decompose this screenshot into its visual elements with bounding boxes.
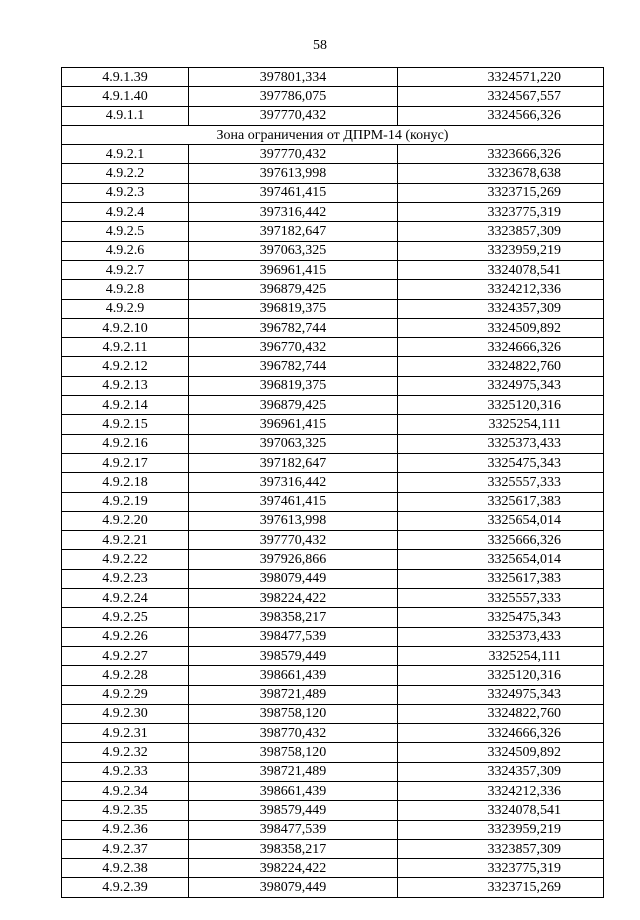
- y-coordinate-cell: 3325617,383: [398, 569, 604, 588]
- table-row: [62, 68, 604, 87]
- y-coordinate-cell: 3324509,892: [398, 743, 604, 762]
- table-row: [62, 473, 604, 492]
- point-id-cell: 4.9.2.31: [62, 724, 189, 743]
- table-row: [62, 878, 604, 897]
- x-coordinate-cell: 398579,449: [189, 646, 398, 665]
- y-coordinate-cell: 3323666,326: [398, 145, 604, 164]
- x-coordinate-cell: 397613,998: [189, 511, 398, 530]
- y-coordinate-cell: 3324822,760: [398, 357, 604, 376]
- x-coordinate-cell: 398579,449: [189, 801, 398, 820]
- table-row: [62, 627, 604, 646]
- x-coordinate-cell: 398477,539: [189, 627, 398, 646]
- y-coordinate-cell: 3325373,433: [398, 627, 604, 646]
- x-coordinate-cell: 397770,432: [189, 106, 398, 125]
- x-coordinate-cell: 396782,744: [189, 357, 398, 376]
- point-id-cell: 4.9.2.23: [62, 569, 189, 588]
- y-coordinate-cell: 3324566,326: [398, 106, 604, 125]
- y-coordinate-cell: 3324666,326: [398, 724, 604, 743]
- table-row: [62, 801, 604, 820]
- y-coordinate-cell: 3325617,383: [398, 492, 604, 511]
- table-row: [62, 299, 604, 318]
- table-row: [62, 338, 604, 357]
- point-id-cell: 4.9.2.3: [62, 183, 189, 202]
- point-id-cell: 4.9.2.27: [62, 646, 189, 665]
- table-body-before-section: [62, 68, 604, 126]
- table-row: [62, 704, 604, 723]
- table-row: [62, 87, 604, 106]
- table-row: [62, 685, 604, 704]
- x-coordinate-cell: 396819,375: [189, 299, 398, 318]
- point-id-cell: 4.9.1.40: [62, 87, 189, 106]
- x-coordinate-cell: 397182,647: [189, 222, 398, 241]
- y-coordinate-cell: 3325254,111: [398, 415, 604, 434]
- y-coordinate-cell: 3325120,316: [398, 396, 604, 415]
- table-section-header: [62, 125, 604, 144]
- y-coordinate-cell: 3325654,014: [398, 550, 604, 569]
- y-coordinate-cell: 3323857,309: [398, 222, 604, 241]
- x-coordinate-cell: 398079,449: [189, 569, 398, 588]
- x-coordinate-cell: 398477,539: [189, 820, 398, 839]
- point-id-cell: 4.9.2.24: [62, 589, 189, 608]
- table-row: [62, 318, 604, 337]
- table-row: [62, 724, 604, 743]
- y-coordinate-cell: 3323678,638: [398, 164, 604, 183]
- y-coordinate-cell: 3324571,220: [398, 68, 604, 87]
- table-row: [62, 203, 604, 222]
- table-row: [62, 839, 604, 858]
- y-coordinate-cell: 3324822,760: [398, 704, 604, 723]
- x-coordinate-cell: 398758,120: [189, 743, 398, 762]
- table-row: [62, 280, 604, 299]
- y-coordinate-cell: 3324666,326: [398, 338, 604, 357]
- y-coordinate-cell: 3325254,111: [398, 646, 604, 665]
- point-id-cell: 4.9.2.11: [62, 338, 189, 357]
- table-row: [62, 743, 604, 762]
- point-id-cell: 4.9.2.10: [62, 318, 189, 337]
- table-row: [62, 608, 604, 627]
- x-coordinate-cell: 398661,439: [189, 781, 398, 800]
- y-coordinate-cell: 3324975,343: [398, 376, 604, 395]
- x-coordinate-cell: 397063,325: [189, 434, 398, 453]
- point-id-cell: 4.9.2.12: [62, 357, 189, 376]
- y-coordinate-cell: 3325654,014: [398, 511, 604, 530]
- x-coordinate-cell: 396961,415: [189, 260, 398, 279]
- y-coordinate-cell: 3323959,219: [398, 241, 604, 260]
- x-coordinate-cell: 397461,415: [189, 492, 398, 511]
- point-id-cell: 4.9.1.39: [62, 68, 189, 87]
- x-coordinate-cell: 397182,647: [189, 453, 398, 472]
- point-id-cell: 4.9.2.30: [62, 704, 189, 723]
- table-row: [62, 164, 604, 183]
- y-coordinate-cell: 3324212,336: [398, 781, 604, 800]
- table-row: [62, 646, 604, 665]
- x-coordinate-cell: 398721,489: [189, 762, 398, 781]
- point-id-cell: 4.9.2.2: [62, 164, 189, 183]
- table-row: [62, 396, 604, 415]
- y-coordinate-cell: 3325373,433: [398, 434, 604, 453]
- table-row: [62, 666, 604, 685]
- table-row: [62, 781, 604, 800]
- x-coordinate-cell: 396782,744: [189, 318, 398, 337]
- y-coordinate-cell: 3324078,541: [398, 801, 604, 820]
- y-coordinate-cell: 3324212,336: [398, 280, 604, 299]
- point-id-cell: 4.9.2.38: [62, 859, 189, 878]
- x-coordinate-cell: 396879,425: [189, 396, 398, 415]
- x-coordinate-cell: 398358,217: [189, 608, 398, 627]
- point-id-cell: 4.9.2.17: [62, 453, 189, 472]
- page-number: 58: [313, 38, 327, 53]
- table-row: [62, 415, 604, 434]
- point-id-cell: 4.9.2.25: [62, 608, 189, 627]
- y-coordinate-cell: 3323715,269: [398, 183, 604, 202]
- table-row: [62, 183, 604, 202]
- point-id-cell: 4.9.2.28: [62, 666, 189, 685]
- x-coordinate-cell: 397063,325: [189, 241, 398, 260]
- x-coordinate-cell: 398079,449: [189, 878, 398, 897]
- point-id-cell: 4.9.2.22: [62, 550, 189, 569]
- point-id-cell: 4.9.2.32: [62, 743, 189, 762]
- y-coordinate-cell: 3324357,309: [398, 762, 604, 781]
- point-id-cell: 4.9.2.19: [62, 492, 189, 511]
- table-row: [62, 222, 604, 241]
- x-coordinate-cell: 398758,120: [189, 704, 398, 723]
- table-row: [62, 820, 604, 839]
- point-id-cell: 4.9.2.26: [62, 627, 189, 646]
- point-id-cell: 4.9.2.33: [62, 762, 189, 781]
- table-row: [62, 106, 604, 125]
- x-coordinate-cell: 397461,415: [189, 183, 398, 202]
- table-row: [62, 589, 604, 608]
- y-coordinate-cell: 3325475,343: [398, 453, 604, 472]
- x-coordinate-cell: 398224,422: [189, 859, 398, 878]
- point-id-cell: 4.9.2.34: [62, 781, 189, 800]
- table-row: [62, 260, 604, 279]
- point-id-cell: 4.9.2.14: [62, 396, 189, 415]
- y-coordinate-cell: 3325557,333: [398, 589, 604, 608]
- point-id-cell: 4.9.2.4: [62, 203, 189, 222]
- coordinates-table: [61, 67, 604, 898]
- y-coordinate-cell: 3324509,892: [398, 318, 604, 337]
- table-row: [62, 376, 604, 395]
- table-row: [62, 569, 604, 588]
- point-id-cell: 4.9.2.35: [62, 801, 189, 820]
- x-coordinate-cell: 397926,866: [189, 550, 398, 569]
- table-row: [62, 434, 604, 453]
- y-coordinate-cell: 3325475,343: [398, 608, 604, 627]
- point-id-cell: 4.9.2.13: [62, 376, 189, 395]
- point-id-cell: 4.9.2.39: [62, 878, 189, 897]
- table-row: [62, 453, 604, 472]
- x-coordinate-cell: 398770,432: [189, 724, 398, 743]
- x-coordinate-cell: 397801,334: [189, 68, 398, 87]
- table-row: [62, 762, 604, 781]
- y-coordinate-cell: 3324078,541: [398, 260, 604, 279]
- x-coordinate-cell: 397770,432: [189, 145, 398, 164]
- x-coordinate-cell: 397316,442: [189, 473, 398, 492]
- point-id-cell: 4.9.2.37: [62, 839, 189, 858]
- table-body-after-section: [62, 145, 604, 898]
- y-coordinate-cell: 3323715,269: [398, 878, 604, 897]
- x-coordinate-cell: 397613,998: [189, 164, 398, 183]
- point-id-cell: 4.9.2.16: [62, 434, 189, 453]
- table-row: [62, 531, 604, 550]
- point-id-cell: 4.9.2.15: [62, 415, 189, 434]
- point-id-cell: 4.9.2.36: [62, 820, 189, 839]
- x-coordinate-cell: 396819,375: [189, 376, 398, 395]
- x-coordinate-cell: 398358,217: [189, 839, 398, 858]
- point-id-cell: 4.9.1.1: [62, 106, 189, 125]
- point-id-cell: 4.9.2.9: [62, 299, 189, 318]
- y-coordinate-cell: 3324975,343: [398, 685, 604, 704]
- x-coordinate-cell: 398224,422: [189, 589, 398, 608]
- table-row: [62, 145, 604, 164]
- x-coordinate-cell: 398721,489: [189, 685, 398, 704]
- point-id-cell: 4.9.2.8: [62, 280, 189, 299]
- table-row: [62, 859, 604, 878]
- y-coordinate-cell: 3323775,319: [398, 859, 604, 878]
- x-coordinate-cell: 397770,432: [189, 531, 398, 550]
- table-row: [62, 241, 604, 260]
- point-id-cell: 4.9.2.21: [62, 531, 189, 550]
- section-header-row: [62, 125, 604, 144]
- table-row: [62, 511, 604, 530]
- x-coordinate-cell: 397786,075: [189, 87, 398, 106]
- point-id-cell: 4.9.2.7: [62, 260, 189, 279]
- y-coordinate-cell: 3324567,557: [398, 87, 604, 106]
- section-title: Зона ограничения от ДПРМ-14 (конус): [62, 125, 604, 144]
- y-coordinate-cell: 3325557,333: [398, 473, 604, 492]
- table-row: [62, 550, 604, 569]
- point-id-cell: 4.9.2.6: [62, 241, 189, 260]
- point-id-cell: 4.9.2.5: [62, 222, 189, 241]
- x-coordinate-cell: 396879,425: [189, 280, 398, 299]
- y-coordinate-cell: 3323959,219: [398, 820, 604, 839]
- y-coordinate-cell: 3323857,309: [398, 839, 604, 858]
- y-coordinate-cell: 3325120,316: [398, 666, 604, 685]
- table-row: [62, 492, 604, 511]
- point-id-cell: 4.9.2.1: [62, 145, 189, 164]
- y-coordinate-cell: 3325666,326: [398, 531, 604, 550]
- x-coordinate-cell: 396961,415: [189, 415, 398, 434]
- y-coordinate-cell: 3323775,319: [398, 203, 604, 222]
- point-id-cell: 4.9.2.20: [62, 511, 189, 530]
- x-coordinate-cell: 396770,432: [189, 338, 398, 357]
- point-id-cell: 4.9.2.18: [62, 473, 189, 492]
- x-coordinate-cell: 398661,439: [189, 666, 398, 685]
- y-coordinate-cell: 3324357,309: [398, 299, 604, 318]
- x-coordinate-cell: 397316,442: [189, 203, 398, 222]
- table-row: [62, 357, 604, 376]
- point-id-cell: 4.9.2.29: [62, 685, 189, 704]
